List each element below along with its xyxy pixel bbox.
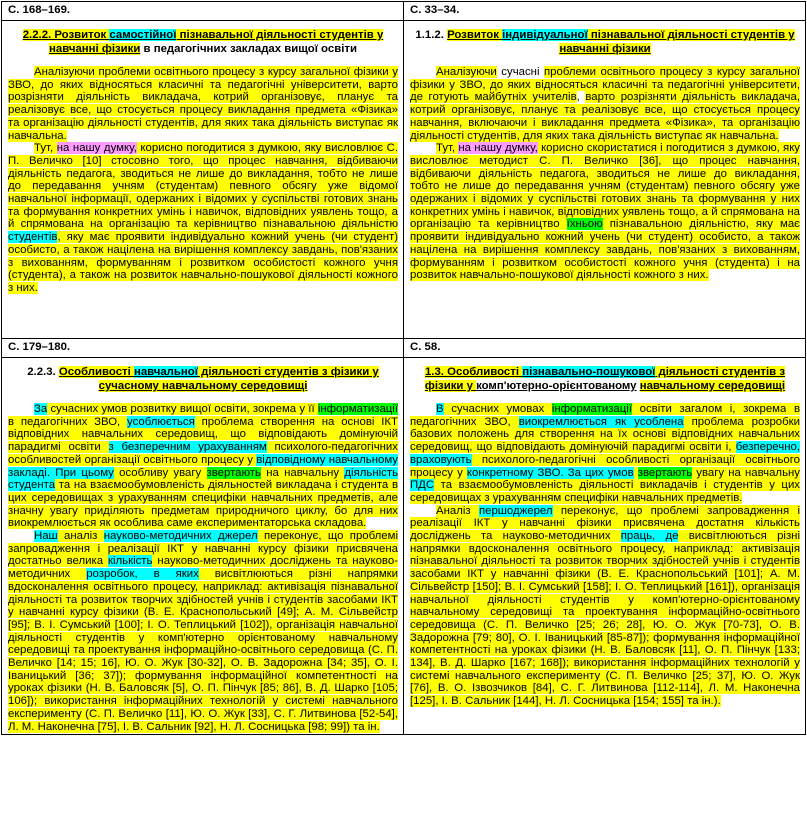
- highlighted-text: ,: [728, 441, 736, 454]
- highlighted-text: її: [308, 403, 315, 415]
- highlighted-text: , яку має проявити індивідуально кожний учень (чи студент) особисто, а також націлена на вирішення комплексу завдань, пов'язаних з вихованням, формуванням і розвитком особистості кожного учня (студента), а також на розвиток навчально-пошукової діяльності кожного з них.: [8, 231, 398, 294]
- highlighted-text: праць, де: [620, 530, 679, 543]
- highlighted-text: їхньою: [566, 218, 603, 231]
- highlighted-text: з безперечним урахуванням: [108, 441, 267, 454]
- highlighted-text: навчальному середовищі: [639, 380, 786, 392]
- highlighted-text: проблема розробки базових положень для створення на їх основі відповідних навчальних середовищ, що відповідають домінуючій парадигмі: [410, 415, 800, 454]
- highlighted-text: на навчальну: [260, 466, 345, 479]
- highlighted-text: варто розрізняти діяльність викладача, котрий організовує, планує та реалізовує все, що стосується процесу навчання, включаючи і викладання предмета «Фізика», та організацію діяльності студентів, для яких така діяльність виступає як навчальна.: [410, 91, 800, 142]
- highlighted-text: самостійної: [109, 29, 177, 41]
- text-segment: сучасні: [496, 66, 544, 78]
- highlighted-text: увагу на навчальну: [692, 466, 800, 479]
- text-segment: ,: [576, 91, 586, 104]
- highlighted-text: усоблюється: [127, 415, 195, 428]
- highlighted-text: фізики: [294, 542, 329, 555]
- highlighted-text: присвячена достатньо велика: [8, 542, 398, 568]
- text-cell: [404, 358, 806, 735]
- highlighted-text: пізнавальною діяльністю, яку має проявити індивідуально кожний учень (чи студент) особисто, а також націлена на вирішення комплексу завдань, пов'язаних з вихованням, формуванням і розвитком особистості кожного учня (студента) і на розвиток навчально-пошукової діяльності кожного з них.: [410, 218, 800, 282]
- highlighted-text: проблеми освітнього процесу з курсу загальної фізики у ЗВО, до яких відносяться класичні та педагогічні університети,: [410, 66, 800, 91]
- highlighted-text: Аналізуючи: [436, 66, 497, 78]
- highlighted-text: сучасних умов розвитку вищої: [47, 403, 215, 415]
- paragraph: [8, 66, 398, 142]
- highlighted-text: [632, 403, 640, 415]
- highlighted-text: методист: [479, 154, 529, 167]
- highlighted-text: на нашу думку,: [458, 142, 538, 155]
- highlighted-text: інформатизації: [551, 403, 632, 415]
- text-segment: комп'ютерно-орієнтованому: [476, 380, 637, 392]
- highlighted-text: виокремлюється як усоблена: [518, 415, 684, 428]
- highlighted-text: пізнавально-пошукової: [522, 366, 656, 378]
- text-segment: в педагогічних закладах вищої освіти: [140, 43, 357, 55]
- page-ref-right-1: С. 33–34.: [404, 2, 806, 21]
- highlighted-text: освіти і: [689, 441, 729, 454]
- highlighted-text: корисно погодитися з думкою, яку висловлює С. П. Величко [10] стосовно того, що процес навчання, відбиваючи діяльність педагога, зводиться не лише до викладання, тобто не лише до передавання учням (студентам) певного обсягу уже відомої навчальної інформації, одержаних і відомих у суспільстві готових знань та формування конкретних умінь і навичок, відповідних уявлень тощо, а й спрямована на організацію та керівництво пізнавальною діяльністю: [8, 142, 399, 231]
- highlighted-text: в педагогічних ЗВО,: [410, 403, 801, 428]
- highlighted-text: науково-методичних досліджень та науково-методичних: [8, 555, 398, 581]
- page-row-1: [2, 2, 806, 21]
- page-ref-right-2: С. 58.: [404, 339, 806, 358]
- highlighted-text: інформатизації: [317, 403, 398, 415]
- highlighted-text: зокрема у: [252, 403, 306, 415]
- highlighted-text: аналіз: [57, 530, 104, 543]
- text-segment: 2.2.3.: [27, 366, 59, 378]
- paragraph: [410, 505, 800, 708]
- highlighted-text: пізнавальної діяльності студентів у навчанні фізики: [49, 29, 384, 55]
- highlighted-text: корисно: [537, 142, 587, 155]
- page-ref-left-1: С. 168–169.: [2, 2, 404, 21]
- text-cell: [404, 21, 806, 339]
- section-title: [10, 365, 396, 393]
- section-title: [10, 28, 396, 56]
- paragraph: [410, 403, 800, 505]
- highlighted-text: За: [34, 403, 48, 415]
- highlighted-text: ПДС: [410, 479, 435, 492]
- highlighted-text: на нашу думку,: [56, 142, 137, 155]
- highlighted-text: де готують майбутніх учителів: [410, 91, 577, 104]
- content-row-2: [2, 358, 806, 735]
- highlighted-text: Наш: [34, 530, 58, 543]
- highlighted-text: Тут,: [34, 142, 57, 155]
- highlighted-text: звертають: [637, 466, 693, 479]
- highlighted-text: Тут,: [436, 142, 459, 155]
- highlighted-text: студентів: [8, 231, 58, 244]
- text-cell: [2, 358, 404, 735]
- highlighted-text: погодитися з думкою, яку висловлює: [410, 142, 801, 167]
- highlighted-text: Аналіз: [436, 504, 479, 517]
- highlighted-text: кількість: [107, 555, 153, 568]
- page-row-2: [2, 339, 806, 358]
- paragraph: [410, 66, 800, 142]
- text-cell: [2, 21, 404, 339]
- highlighted-text: 1.3. Особливості: [424, 366, 523, 378]
- highlighted-text: та на взаємообумовленість діяльностей викладача і студента в цих середовищах з урахуванням специфіки навчальних предметів, але значну увагу приділяють предметам природничого циклу, бо для них виокремлюється як особлива саме експериментаторська складова.: [8, 479, 398, 530]
- highlighted-text: індивідуальної: [502, 29, 588, 41]
- highlighted-text: психолого-педагогічні особливості організації освітнього процесу у: [410, 453, 800, 479]
- paragraph: [8, 142, 398, 294]
- highlighted-text: 2.2.2. Розвиток: [22, 29, 110, 41]
- highlighted-text: науково-методичних джерел: [103, 530, 258, 543]
- comparison-table: [1, 1, 806, 735]
- highlighted-text: конкретному ЗВО. За цих умов: [466, 466, 634, 479]
- highlighted-text: С. П. Величко [36], що процес навчання, відбиваючи діяльність педагога, зводиться не лише до викладання, тобто не лише до передавання учням (студентам) певного обсягу уже одержаних і відомих у суспільстві готових знань та формування у них конкретних умінь і навичок, відповідних уявлень тощо, а й спрямована на організацію та керівництво: [410, 154, 800, 231]
- highlighted-text: проблема створення на основі ІКТ відповідних навчальних середовищ, що відповідають домінуючій парадигмі: [8, 415, 398, 454]
- highlighted-text: діяльності студентів з фізики у сучасному навчальному середовищі: [98, 366, 379, 392]
- highlighted-text: освіти: [68, 441, 101, 454]
- highlighted-text: та взаємообумовленість діяльності викладачів і студентів у цих середовищах з урахуванням специфіки навчальних предметів.: [410, 479, 800, 504]
- paragraph: [410, 142, 800, 282]
- highlighted-text: психолого-педагогічних особливостей організації освітнього процесу у: [8, 441, 398, 466]
- section-title: [412, 28, 798, 56]
- highlighted-text: першоджерел: [478, 504, 553, 517]
- highlighted-text: загалом і,: [671, 403, 744, 415]
- highlighted-text: зокрема: [743, 403, 787, 415]
- highlighted-text: в педагогічних ЗВО,: [8, 415, 128, 428]
- highlighted-text: [101, 441, 109, 453]
- content-row-1: [2, 21, 806, 339]
- highlighted-text: освіти: [214, 403, 247, 415]
- highlighted-text: Особливості: [58, 366, 134, 378]
- highlighted-text: пізнавальної діяльності студентів у навчанні фізики: [559, 29, 795, 55]
- highlighted-text: В: [436, 403, 444, 415]
- page-ref-left-2: С. 179–180.: [2, 339, 404, 358]
- highlighted-text: звертають: [206, 466, 261, 479]
- section-title: [412, 365, 798, 393]
- highlighted-text: освіти: [639, 403, 672, 415]
- text-segment: 1.1.2.: [415, 29, 448, 41]
- highlighted-text: Розвиток: [447, 29, 503, 41]
- highlighted-text: безперечно, враховують: [410, 441, 800, 466]
- highlighted-text: переконує, що проблемі запровадження і реалізації ІКТ у навчанні курсу: [8, 530, 398, 555]
- highlighted-text: навчальної: [133, 366, 198, 378]
- highlighted-text: діяльність студента: [8, 466, 399, 492]
- highlighted-text: діяльності студентів з фізики у: [424, 366, 786, 392]
- highlighted-text: висвітлюються різні напрямки вдосконалення освітнього процесу, наприклад: активізація пізнавальної діяльності та розвиток творчих здібностей учнів і студентів засобами ІКТ у навчанні курсу фізики (В. Е. Краснопольський [49]; А. М. Сільвейстр [95]; В. І. Сумський [100]; І. О. Теплицький [102]), організація навчальної діяльності студентів у комп'ютерно орієнтованому навчальному середовищі та проектування інформаційно-освітнього середовища (С. П. Величко [14; 15; 16], Ю. О. Жук [30-32], О. В. Задорожна [34; 35], О. І. Іваницький [36; 37]); формування інформаційної компетентності на уроках фізики (Н. В. Баловсяк [5], О. П. Пінчук [85; 86], В. Д. Шарко [105; 106]); використання інформаційних технологій у системі навчального експерименту (С. П. Величко [11], Ю. О. Жук [33], С. Г. Литвинова [52-54], Л. М. Наконечна [75], І. В. Сальник [92], Н. Л. Сосницька [98; 99]) та ін.: [8, 568, 398, 733]
- paragraph: [8, 530, 398, 733]
- highlighted-text: відповідному навчальному закладі. При цьому: [8, 453, 399, 479]
- highlighted-text: особливу увагу: [113, 466, 207, 479]
- highlighted-text: скористатися і: [586, 142, 663, 155]
- highlighted-text: висвітлюються різні напрямки вдосконалення освітнього процесу, наприклад: активізація пізнавальної діяльності та розвиток творчих здібностей учнів і студентів засобами ІКТ у навчанні фізики (В. Е. Краснопольський [101]; А. М. Сільвейстр [150]; В. І. Сумський [158]; І. О. Теплицький [161]), організація навчальної діяльності студентів у комп'ютерно-орієнтованому навчальному середовищі та проектування інформаційно-освітнього середовища (С. П. Величко [25; 26; 28], Ю. О. Жук [70-73], О. В. Задорожна [79; 80], О. І. Іваницький [85-87]); формування інформаційної компетентності на уроках фізики (Н. В. Баловсяк [11], О. П. Пінчук [133; 134], В. Д. Шарко [167; 168]); використання інформаційних технологій у системі навчального експерименту (С. П. Величко [25; 37], Ю. О. Жук [76], В. О. Ізвозчиков [84], С. Г. Литвинова [112-114], Л. М. Наконечна [125], І. В. Сальник [144], Н. Л. Сосницька [154; 155] та ін.).: [410, 530, 800, 708]
- highlighted-text: сучасних умовах: [443, 403, 552, 415]
- highlighted-text: переконує, що проблемі запровадження і реалізації ІКТ у навчанні фізики присвячена достатня кількість досліджень та науково-методичних: [410, 504, 800, 543]
- paragraph: [8, 403, 398, 530]
- highlighted-text: Аналізуючи проблеми освітнього процесу з курсу загальної фізики у ЗВО, до яких відносяться класичні та педагогічні університети, варто розрізняти діяльність викладача, котрий організовує, планує та реалізовує все, що стосується процесу викладання предмета «Фізика» та організацію діяльності студентів, для яких така діяльність виступає як навчальна.: [8, 66, 398, 142]
- highlighted-text: розробок, в яких: [86, 568, 199, 581]
- highlighted-text: ,: [246, 403, 253, 415]
